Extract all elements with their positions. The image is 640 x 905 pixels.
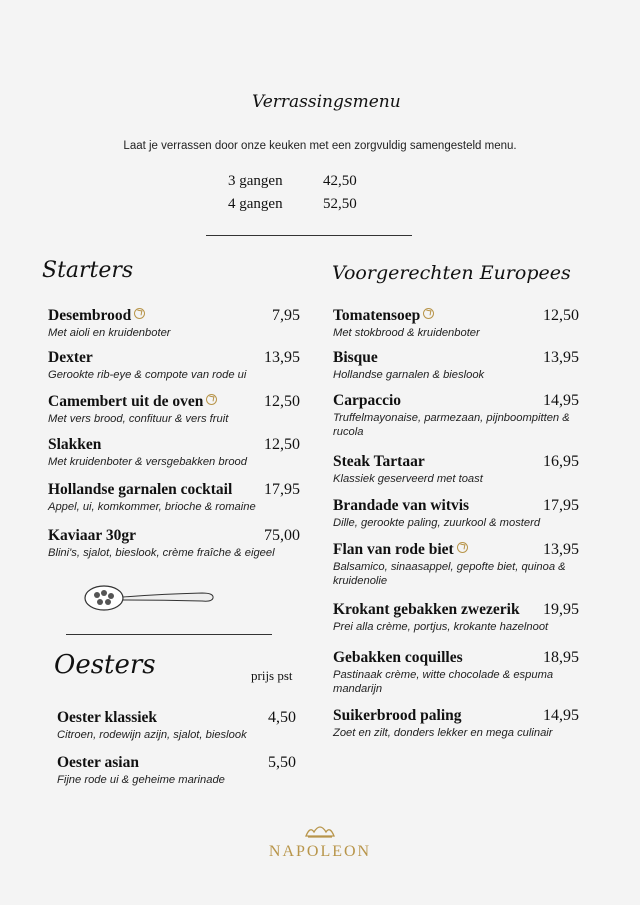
oysters-title: Oesters bbox=[54, 650, 156, 680]
item-description: Balsamico, sinaasappel, gepofte biet, quinoa & kruidenolie bbox=[333, 561, 566, 587]
item-price: 12,50 bbox=[543, 307, 579, 324]
napoleon-logo bbox=[0, 822, 640, 861]
item-price: 13,95 bbox=[543, 541, 579, 558]
item-name bbox=[48, 307, 300, 325]
item-price: 19,95 bbox=[543, 601, 579, 618]
menu-item bbox=[48, 393, 300, 426]
menu-item bbox=[333, 497, 579, 530]
item-price: 5,50 bbox=[268, 754, 296, 771]
item-name-text: Kaviaar 30gr bbox=[48, 527, 136, 544]
item-description: Truffelmayonaise, parmezaan, pijnboompitten & rucola bbox=[333, 412, 570, 438]
item-description: Prei alla crème, portjus, krokante hazelnoot bbox=[333, 621, 549, 633]
item-name-text: Gebakken coquilles bbox=[333, 649, 463, 666]
item-name-text: Suikerbrood paling bbox=[333, 707, 462, 724]
menu-item bbox=[333, 392, 579, 439]
item-name-text: Carpaccio bbox=[333, 392, 402, 409]
menu-item bbox=[48, 436, 300, 469]
item-description: Fijne rode ui & geheime marinade bbox=[57, 774, 225, 786]
item-price: 17,95 bbox=[264, 481, 300, 498]
item-description: Dille, gerookte paling, zuurkool & mosterd bbox=[333, 517, 541, 529]
menu-item bbox=[333, 453, 579, 486]
vegetarian-icon bbox=[134, 308, 145, 319]
menu-item bbox=[333, 349, 579, 382]
course-label: 4 gangen bbox=[228, 196, 283, 212]
menu-item bbox=[48, 527, 300, 560]
menu-item bbox=[48, 307, 300, 340]
item-description: Zoet en zilt, donders lekker en mega culinair bbox=[333, 727, 553, 739]
item-description: Met vers brood, confituur & vers fruit bbox=[48, 413, 229, 425]
item-name bbox=[48, 527, 300, 545]
brand-name: NAPOLEON bbox=[268, 843, 372, 860]
item-name-text: Desembrood bbox=[48, 307, 132, 324]
item-name-text: Oester klassiek bbox=[57, 709, 158, 726]
course-label: 3 gangen bbox=[228, 173, 283, 189]
item-description: Met stokbrood & kruidenboter bbox=[333, 327, 480, 339]
item-description: Appel, ui, komkommer, brioche & romaine bbox=[48, 501, 256, 513]
menu-item bbox=[333, 649, 579, 696]
item-price: 12,50 bbox=[264, 393, 300, 410]
course-option bbox=[228, 173, 357, 190]
surprise-intro: Laat je verrassen door onze keuken met een zorgvuldig samengesteld menu. bbox=[123, 140, 517, 152]
menu-item bbox=[333, 601, 579, 634]
item-price: 4,50 bbox=[268, 709, 296, 726]
item-description: Hollandse garnalen & bieslook bbox=[333, 369, 485, 381]
menu-item bbox=[333, 541, 579, 588]
menu-item bbox=[333, 707, 579, 740]
item-price: 13,95 bbox=[264, 349, 300, 366]
vegetarian-icon bbox=[423, 308, 434, 319]
item-price: 17,95 bbox=[543, 497, 579, 514]
item-name bbox=[48, 481, 300, 499]
item-name bbox=[57, 754, 296, 772]
crown-icon bbox=[302, 822, 338, 838]
item-name-text: Camembert uit de oven bbox=[48, 393, 204, 410]
appetizers-title: Voorgerechten Europees bbox=[332, 262, 571, 284]
item-name bbox=[57, 709, 296, 727]
item-name-text: Slakken bbox=[48, 436, 102, 453]
item-description: Citroen, rodewijn azijn, sjalot, bieslook bbox=[57, 729, 247, 741]
item-description: Blini's, sjalot, bieslook, crème fraîche & eigeel bbox=[48, 547, 275, 559]
item-name-text: Hollandse garnalen cocktail bbox=[48, 481, 233, 498]
item-price: 12,50 bbox=[264, 436, 300, 453]
item-name-text: Oester asian bbox=[57, 754, 139, 771]
divider bbox=[66, 634, 272, 635]
course-price: 52,50 bbox=[323, 196, 357, 212]
vegetarian-icon bbox=[457, 542, 468, 553]
menu-item bbox=[48, 349, 300, 382]
menu-item bbox=[57, 754, 296, 787]
spoon-illustration bbox=[82, 582, 217, 614]
item-name-text: Krokant gebakken zwezerik bbox=[333, 601, 520, 618]
item-name-text: Brandade van witvis bbox=[333, 497, 470, 514]
divider bbox=[206, 235, 412, 236]
surprise-menu-title: Verrassingsmenu bbox=[252, 92, 401, 112]
item-price: 14,95 bbox=[543, 707, 579, 724]
item-description: Gerookte rib-eye & compote van rode ui bbox=[48, 369, 247, 381]
price-per-piece-note: prijs pst bbox=[251, 668, 293, 683]
vegetarian-icon bbox=[206, 394, 217, 405]
item-name-text: Bisque bbox=[333, 349, 378, 366]
item-name bbox=[48, 393, 300, 411]
item-price: 18,95 bbox=[543, 649, 579, 666]
item-name-text: Tomatensoep bbox=[333, 307, 421, 324]
menu-item bbox=[57, 709, 296, 742]
menu-item bbox=[333, 307, 579, 340]
item-name bbox=[48, 436, 300, 454]
course-option bbox=[228, 196, 357, 213]
item-description: Klassiek geserveerd met toast bbox=[333, 473, 483, 485]
item-price: 16,95 bbox=[543, 453, 579, 470]
starters-title: Starters bbox=[42, 258, 134, 283]
item-description: Met kruidenboter & versgebakken brood bbox=[48, 456, 248, 468]
item-name-text: Flan van rode biet bbox=[333, 541, 454, 558]
item-name bbox=[48, 349, 300, 367]
item-name-text: Steak Tartaar bbox=[333, 453, 425, 470]
item-description: Pastinaak crème, witte chocolade & espuma mandarijn bbox=[333, 669, 554, 695]
item-price: 7,95 bbox=[272, 307, 300, 324]
item-price: 14,95 bbox=[543, 392, 579, 409]
course-price: 42,50 bbox=[323, 173, 357, 189]
item-price: 13,95 bbox=[543, 349, 579, 366]
menu-item bbox=[48, 481, 300, 514]
item-price: 75,00 bbox=[264, 527, 300, 544]
item-description: Met aioli en kruidenboter bbox=[48, 327, 171, 339]
item-name-text: Dexter bbox=[48, 349, 93, 366]
